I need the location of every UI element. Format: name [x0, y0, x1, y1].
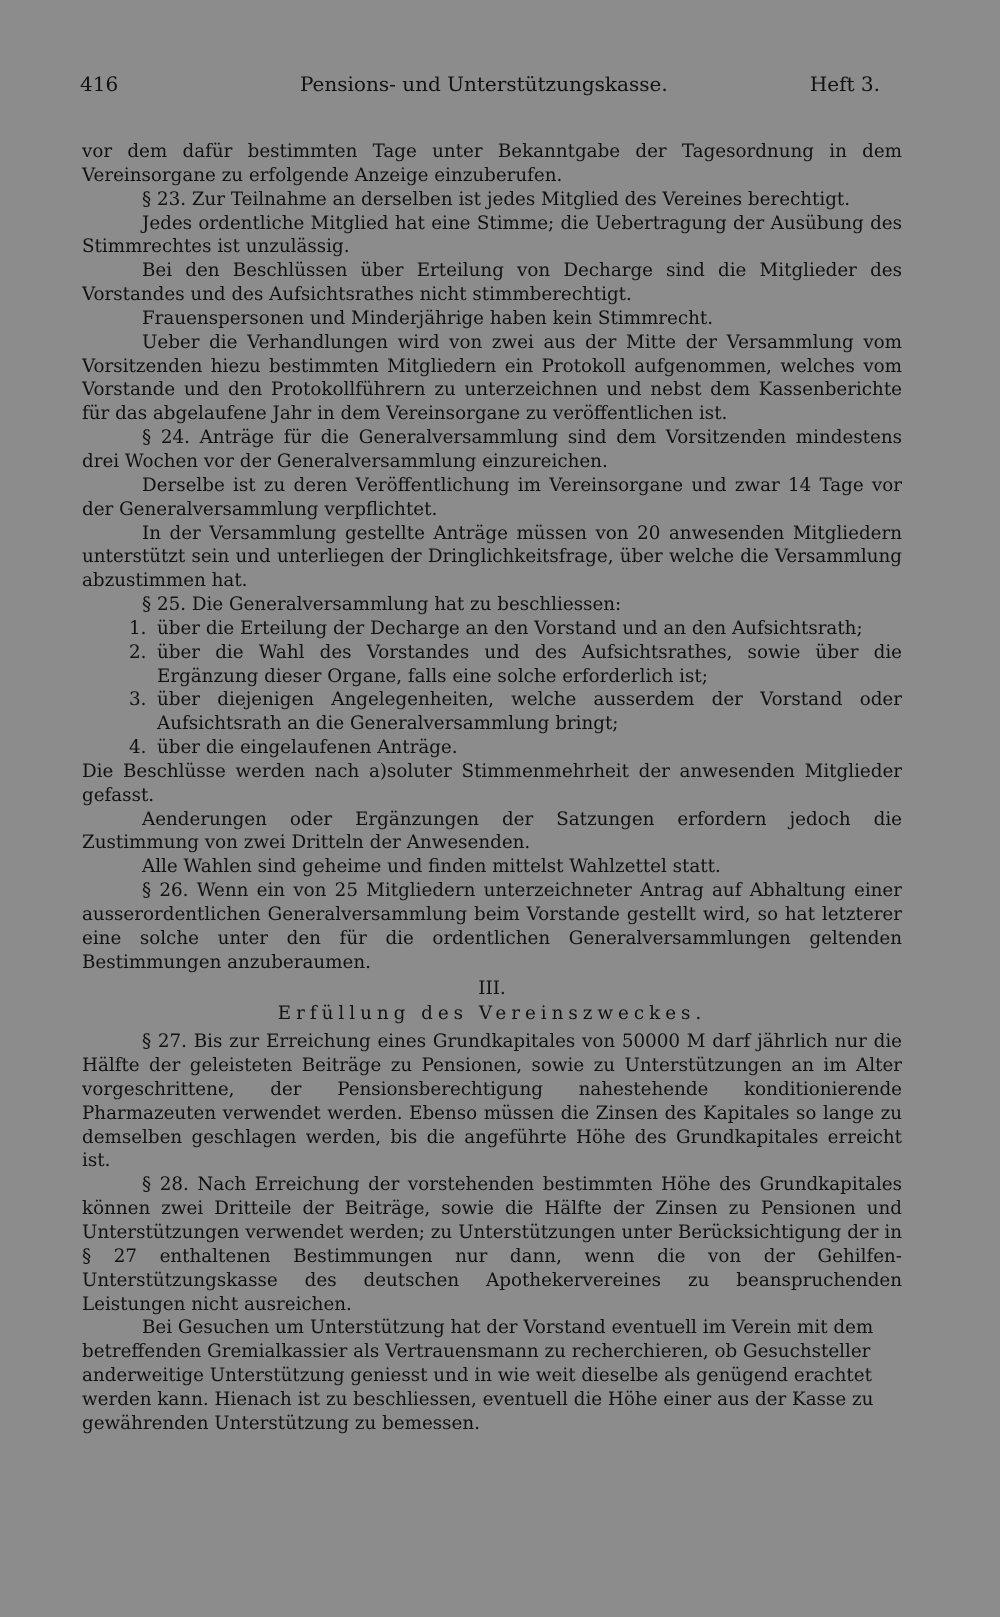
running-title: Pensions- und Unterstützungskasse.	[300, 72, 668, 96]
list-item	[129, 617, 902, 641]
paragraph: Aenderungen oder Ergänzungen der Satzungen erfordern jedoch die Zustimmung von zwei Dritteln der Anwesenden.	[82, 808, 902, 854]
paragraph: Ueber die Verhandlungen wird von zwei aus der Mitte der Versammlung vom Vorsitzenden hiezu bestimmten Mitgliedern ein Protokoll aufgenommen, welches vom Vorstande und den Protokollführern zu unterzeichnen und nebst dem Kassenberichte für das abgelaufene Jahr in dem Vereinsorgane zu veröffentlichen ist.	[82, 331, 902, 425]
paragraph: Bei den Beschlüssen über Erteilung von Decharge sind die Mitglieder des Vorstandes und des Aufsichtsrathes nicht stimmberechtigt.	[82, 260, 902, 306]
resolution-list	[82, 617, 902, 760]
paragraph-section-25: § 25. Die Generalversammlung hat zu beschliessen:	[142, 594, 622, 616]
list-text: über diejenigen Angelegenheiten, welche ausserdem der Vorstand oder Aufsichtsrath an die Generalversammlung bringt;	[157, 689, 902, 735]
section-number: III.	[478, 977, 506, 999]
document-body	[82, 140, 902, 1436]
paragraph: Jedes ordentliche Mitglied hat eine Stimme; die Uebertragung der Ausübung des Stimmrechtes ist unzulässig.	[82, 212, 902, 258]
list-number: 1.	[129, 617, 147, 639]
paragraph-section-23: § 23. Zur Teilnahme an derselben ist jedes Mitglied des Vereines berechtigt.	[142, 188, 851, 210]
list-text: über die Erteilung der Decharge an den Vorstand und an den Aufsichtsrath;	[157, 617, 863, 639]
paragraph: Die Beschlüsse werden nach a)soluter Stimmenmehrheit der anwesenden Mitglieder gefasst.	[82, 760, 902, 806]
paragraph: vor dem dafür bestimmten Tage unter Bekanntgabe der Tagesordnung in dem Vereinsorgane zu erfolgende Anzeige einzuberufen.	[82, 141, 902, 186]
section-title: Erfüllung des Vereinszweckes.	[277, 1003, 707, 1025]
paragraph-section-24: § 24. Anträge für die Generalversammlung sind dem Vorsitzenden mindestens drei Wochen vor der Generalversammlung einzureichen.	[82, 427, 902, 472]
page-header	[80, 72, 880, 102]
page-number: 416	[80, 72, 119, 96]
paragraph: Bei Gesuchen um Unterstützung hat der Vorstand eventuell im Verein mit dem betreffenden Gremialkassier als Vertrauensmann zu recherchieren, ob Gesuchsteller anderweitige Unterstützung geniesst und in wie weit dieselbe als genügend erachtet werden kann. Hienach ist zu beschliessen, eventuell die Höhe einer aus der Kasse zu gewährenden Unterstützung zu bemessen.	[82, 1317, 874, 1434]
paragraph: In der Versammlung gestellte Anträge müssen von 20 anwesenden Mitgliedern unterstützt sein und unterliegen der Dringlichkeitsfrage, über welche die Versammlung abzustimmen hat.	[82, 522, 902, 592]
list-text: über die eingelaufenen Anträge.	[157, 737, 458, 759]
list-text: über die Wahl des Vorstandes und des Aufsichtsrathes, sowie über die Ergänzung dieser Organe, falls eine solche erforderlich ist;	[157, 641, 902, 687]
list-item	[129, 641, 902, 689]
paragraph: Frauenspersonen und Minderjährige haben kein Stimmrecht.	[142, 307, 714, 329]
list-number: 3.	[129, 689, 147, 711]
list-item	[129, 736, 902, 760]
list-item	[129, 688, 902, 736]
list-number: 2.	[129, 641, 147, 663]
issue-label: Heft 3.	[809, 72, 880, 96]
list-number: 4.	[129, 737, 147, 759]
paragraph-section-26: § 26. Wenn ein von 25 Mitgliedern unterzeichneter Antrag auf Abhaltung einer ausserordentlichen Generalversammlung beim Vorstande gestellt wird, so hat letzterer eine solche unter den für die ordentlichen Generalversammlungen geltenden Bestimmungen anzuberaumen.	[82, 880, 902, 973]
paragraph-section-27: § 27. Bis zur Erreichung eines Grundkapitales von 50000 M darf jährlich nur die Hälfte der geleisteten Beiträge zu Pensionen, sowie zu Unterstützungen an im Alter vorgeschrittene, der Pensionsberechtigung nahestehende konditionierende Pharmazeuten verwendet werden. Ebenso müssen die Zinsen des Kapitales so lange zu demselben geschlagen werden, bis die angeführte Höhe des Grundkapitales erreicht ist.	[82, 1031, 902, 1172]
paragraph-section-28: § 28. Nach Erreichung der vorstehenden bestimmten Höhe des Grundkapitales können zwei Dritteile der Beiträge, sowie die Hälfte der Zinsen zu Pensionen und Unterstützungen verwendet werden; zu Unterstützungen unter Berücksichtigung der in § 27 enthaltenen Bestimmungen nur dann, wenn die von der Gehilfen-Unterstützungskasse des deutschen Apothekervereines zu beanspruchenden Leistungen nicht ausreichen.	[82, 1174, 902, 1315]
paragraph: Derselbe ist zu deren Veröffentlichung im Vereinsorgane und zwar 14 Tage vor der Generalversammlung verpflichtet.	[82, 474, 902, 520]
paragraph: Alle Wahlen sind geheime und finden mittelst Wahlzettel statt.	[142, 856, 721, 878]
